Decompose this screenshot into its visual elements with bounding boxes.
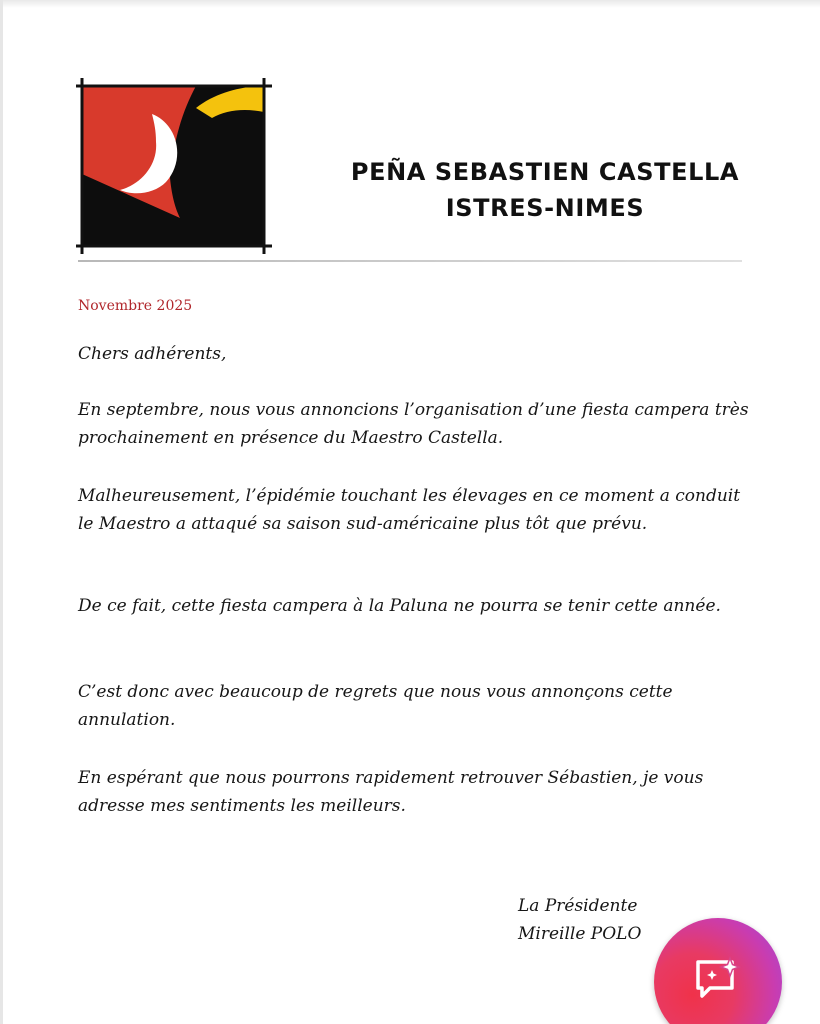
letter-paragraph: C’est donc avec beaucoup de regrets que nous vous annonçons cette annulation.: [78, 682, 673, 730]
letter-date: Novembre 2025: [78, 298, 193, 314]
signature-title: La Présidente: [518, 896, 638, 916]
letter-greeting: Chers adhérents,: [78, 344, 227, 364]
letter-paragraph: En espérant que nous pourrons rapidement retrouver Sébastien, je vous adresse mes sentiments les meilleurs.: [78, 768, 704, 816]
letter-paragraph: De ce fait, cette fiesta campera à la Paluna ne pourra se tenir cette année.: [78, 596, 721, 616]
page-top-edge: [0, 0, 820, 8]
chat-sparkle-icon: [692, 954, 744, 1006]
pena-logo: [76, 78, 272, 254]
page-left-edge: [0, 0, 3, 1024]
header-divider: [78, 260, 742, 262]
signature-name: Mireille POLO: [518, 924, 642, 944]
letter-paragraph: Malheureusement, l’épidémie touchant les élevages en ce moment a conduit le Maestro a attaqué sa saison sud-américaine plus tôt que prévu.: [78, 486, 741, 534]
header-title-line1: PEÑA SEBASTIEN CASTELLA: [350, 158, 740, 186]
letter-paragraph: En septembre, nous vous annoncions l’organisation d’une fiesta campera très prochainement en présence du Maestro Castella.: [78, 400, 749, 448]
header-title-line2: ISTRES-NIMES: [445, 194, 645, 222]
